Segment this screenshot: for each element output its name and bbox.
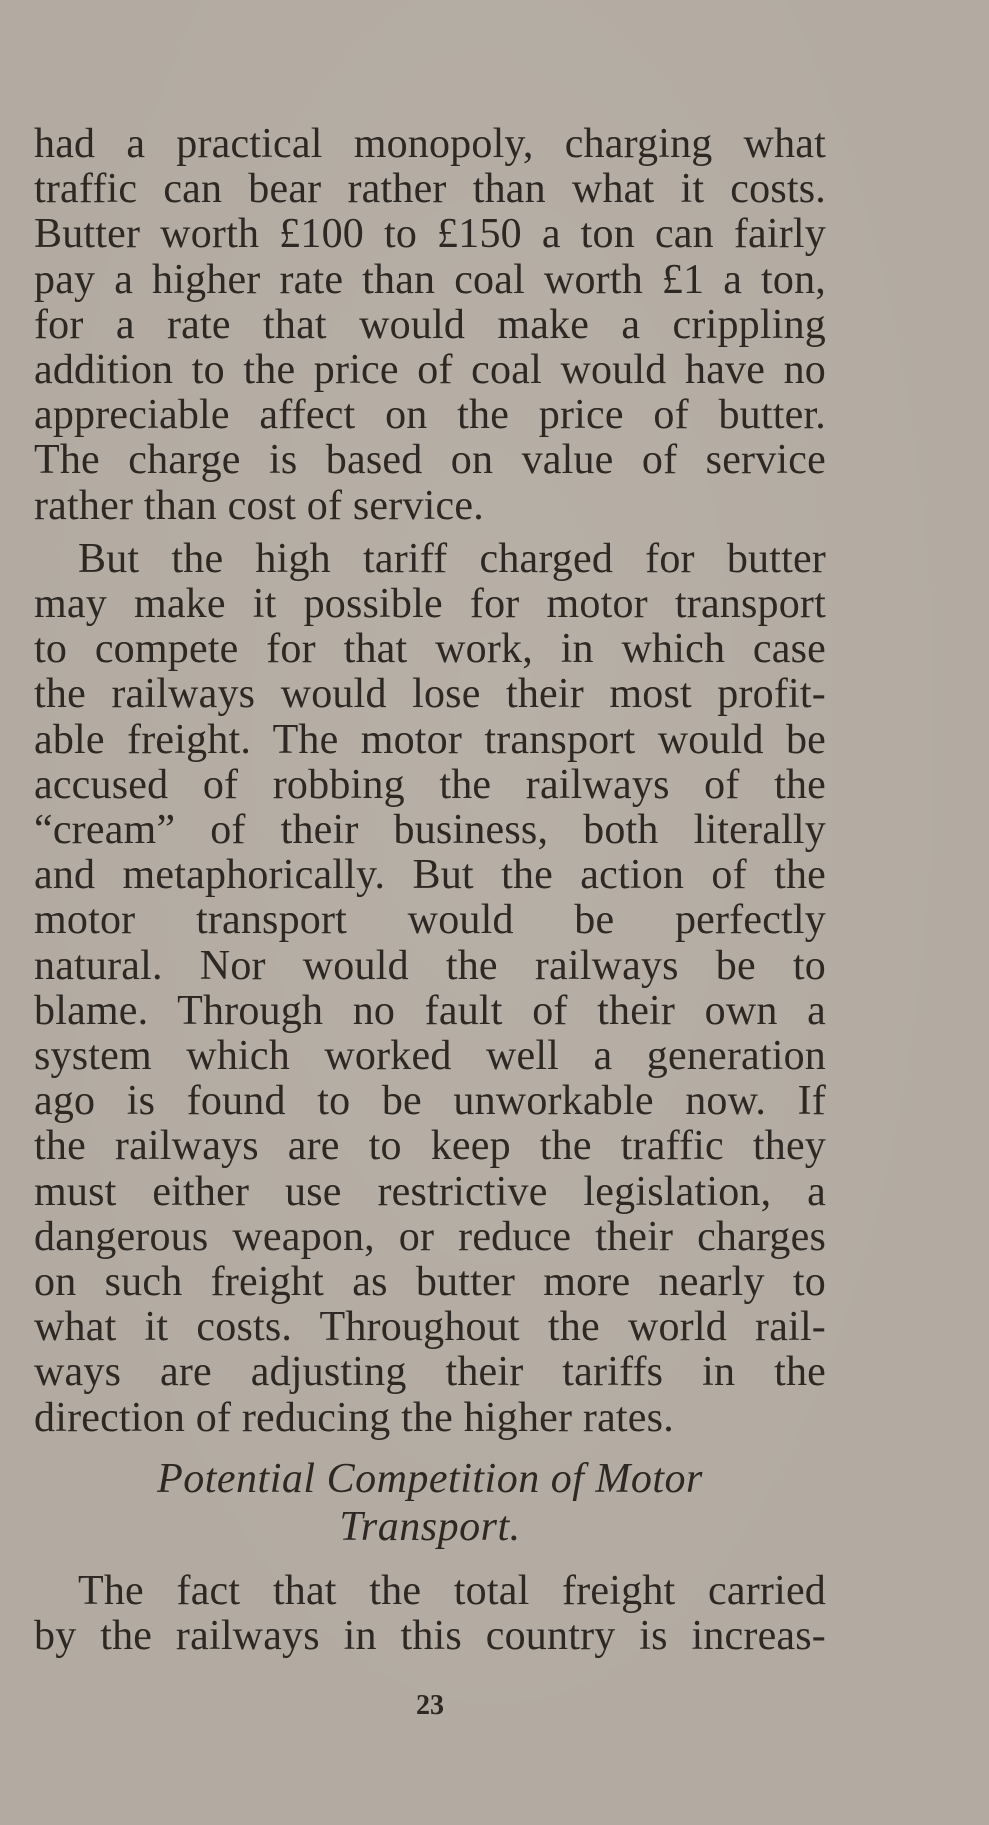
text-line: direction of reducing the higher rates.	[34, 1394, 674, 1441]
text-line: must either use restrictive legislation, a	[34, 1168, 826, 1215]
text-line: Butter worth £100 to £150 a ton can fairly	[34, 211, 826, 258]
text-line: rather than cost of service.	[34, 482, 484, 529]
text-line: what it costs. Throughout the world rail-	[34, 1304, 826, 1351]
heading-line: Potential Competition of Motor	[157, 1455, 703, 1502]
text-line: motor transport would be perfectly	[34, 897, 826, 944]
text-line: But the high tariff charged for butter	[78, 535, 826, 582]
text-line: The fact that the total freight carried	[78, 1567, 826, 1614]
text-line: may make it possible for motor transport	[34, 581, 826, 628]
text-line: blame. Through no fault of their own a	[34, 987, 826, 1034]
text-line: the railways are to keep the traffic they	[34, 1123, 826, 1170]
text-line: “cream” of their business, both literally	[34, 807, 826, 854]
page-number: 23	[416, 1690, 444, 1721]
text-line: ways are adjusting their tariffs in the	[34, 1349, 826, 1396]
text-line: by the railways in this country is increas-	[34, 1613, 826, 1660]
text-line: The charge is based on value of service	[34, 437, 826, 484]
text-line: natural. Nor would the railways be to	[34, 942, 826, 989]
heading-line: Transport.	[339, 1503, 521, 1550]
text-line: had a practical monopoly, charging what	[34, 121, 826, 167]
text-line: able freight. The motor transport would be	[34, 716, 826, 763]
text-line: ago is found to be unworkable now. If	[34, 1078, 826, 1125]
text-line: to compete for that work, in which case	[34, 626, 826, 673]
text-line: traffic can bear rather than what it costs.	[34, 166, 826, 213]
paragraph-3	[34, 1569, 826, 1659]
text-line: the railways would lose their most profit-	[34, 671, 826, 718]
text-line: appreciable affect on the price of butter.	[34, 392, 826, 439]
text-line: and metaphorically. But the action of the	[34, 852, 826, 899]
paragraph-2	[34, 537, 826, 1441]
text-line: dangerous weapon, or reduce their charges	[34, 1213, 826, 1260]
paragraph-1	[34, 122, 826, 529]
text-line: addition to the price of coal would have no	[34, 347, 826, 394]
text-line: on such freight as butter more nearly to	[34, 1259, 826, 1306]
body-text	[34, 122, 826, 1659]
text-line: accused of robbing the railways of the	[34, 761, 826, 808]
text-line: for a rate that would make a crippling	[34, 301, 826, 348]
text-line: pay a higher rate than coal worth £1 a ton,	[34, 256, 826, 303]
text-line: system which worked well a generation	[34, 1033, 826, 1080]
section-heading	[34, 1455, 826, 1551]
